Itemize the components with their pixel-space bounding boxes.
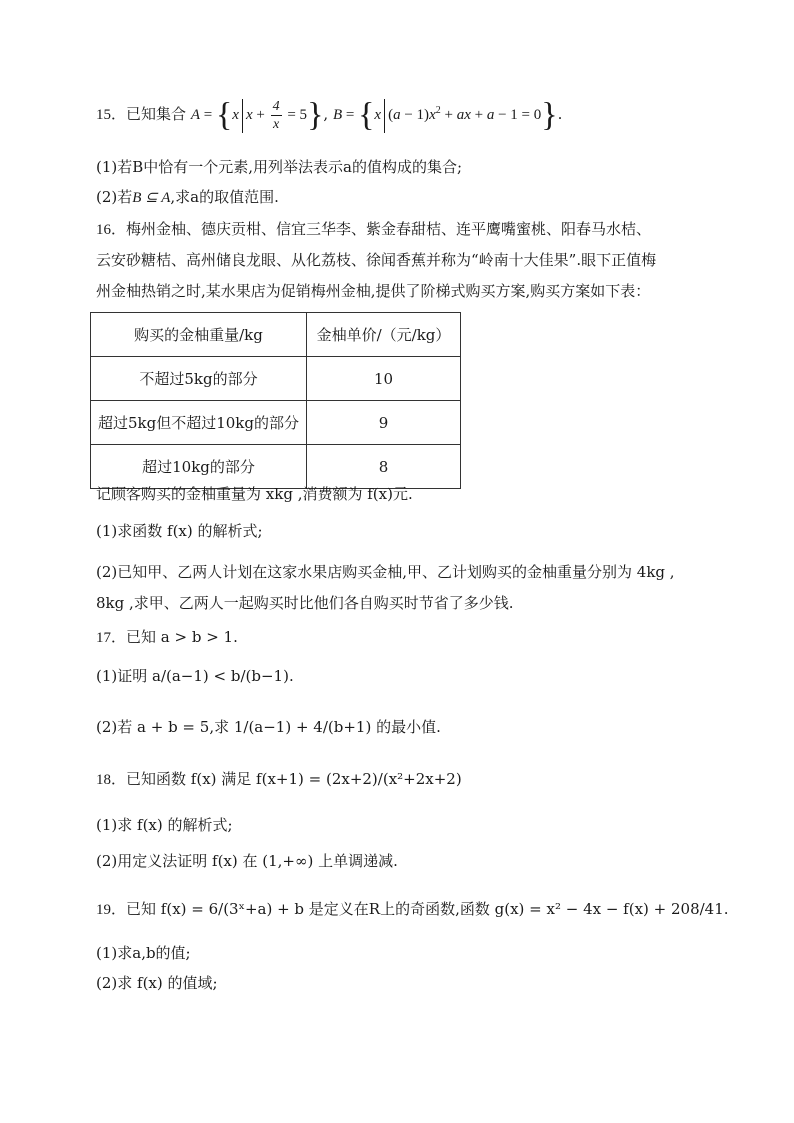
- q17-number: 17．: [96, 630, 127, 646]
- q16-line3: 州金柚热销之时,某水果店为促销梅州金柚,提供了阶梯式购买方案,购买方案如下表：: [96, 282, 651, 300]
- table-cell: 9: [307, 401, 461, 445]
- q15-number: 15．: [96, 106, 127, 123]
- table-row: [91, 401, 461, 445]
- q15-set-b: B = {x $(a - 1)x^2$ + ax + a − 1 = 0}: [332, 96, 558, 134]
- q19-stem: [96, 898, 729, 921]
- q17-part2: (2)若 a + b = 5,求 1/(a−1) + 4/(b+1) 的最小值.: [96, 718, 441, 736]
- q19-stem-text: 已知 f(x) = 6/(3ˣ+a) + b 是定义在R上的奇函数,函数 g(x) = x² − 4x − f(x) + 208/41.: [126, 900, 729, 918]
- table-header-weight: 购买的金柚重量/kg: [91, 313, 307, 357]
- table-header-row: [91, 313, 461, 357]
- q16-number: 16．: [96, 222, 127, 238]
- q15-part2: [96, 186, 279, 209]
- table-header-price: 金柚单价/（元/kg）: [307, 313, 461, 357]
- price-table: [90, 312, 461, 489]
- q15-part2-prefix: (2)若: [96, 188, 133, 206]
- table-row: [91, 445, 461, 489]
- q16-line1: [96, 218, 651, 241]
- q18-part2: (2)用定义法证明 f(x) 在 (1,+∞) 上单调递减.: [96, 852, 398, 870]
- q17-stem: [96, 626, 238, 649]
- q18-stem: [96, 768, 462, 791]
- q15-part2-math: B ⊆ A: [132, 190, 171, 206]
- q18-number: 18．: [96, 772, 127, 788]
- q18-part1: (1)求 f(x) 的解析式;: [96, 816, 233, 834]
- table-cell: 8: [307, 445, 461, 489]
- q15-part2-suffix: ,求a的取值范围.: [170, 188, 279, 206]
- table-cell: 超过5kg但不超过10kg的部分: [91, 401, 307, 445]
- q18-stem-text: 已知函数 f(x) 满足 f(x+1) = (2x+2)/(x²+2x+2): [126, 770, 462, 788]
- q15-set-a: A = {x x + $\frac{4}{x}$ = 5}: [190, 96, 324, 134]
- q15-part1: (1)若B中恰有一个元素,用列举法表示a的值构成的集合;: [96, 158, 463, 176]
- table-cell: 不超过5kg的部分: [91, 357, 307, 401]
- q16-part2-line1: (2)已知甲、乙两人计划在这家水果店购买金柚,甲、乙计划购买的金柚重量分别为 4kg ,: [96, 563, 675, 581]
- q19-number: 19．: [96, 902, 127, 918]
- q19-part2: (2)求 f(x) 的值域;: [96, 974, 218, 992]
- table-cell: 超过10kg的部分: [91, 445, 307, 489]
- q15-stem: 15．已知集合 A = {x x + $\frac{4}{x}$ = 5}, B = {x $(a - 1)x^2$ + ax + a − 1 = 0}.: [96, 96, 563, 134]
- q17-part1: (1)证明 a/(a−1) < b/(b−1).: [96, 667, 294, 685]
- q16-part2-line2: 8kg ,求甲、乙两人一起购买时比他们各自购买时节省了多少钱.: [96, 594, 514, 612]
- q16-line2: 云安砂糖桔、高州储良龙眼、从化荔枝、徐闻香蕉并称为“岭南十大佳果”.眼下正值梅: [96, 251, 657, 269]
- table-row: [91, 357, 461, 401]
- table-cell: 10: [307, 357, 461, 401]
- q17-stem-text: 已知 a > b > 1.: [126, 628, 238, 646]
- q16-after-table: 记顾客购买的金柚重量为 xkg ,消费额为 f(x)元.: [96, 485, 413, 503]
- q16-line1-text: 梅州金柚、德庆贡柑、信宜三华李、紫金春甜桔、连平鹰嘴蜜桃、阳春马水桔、: [126, 220, 652, 238]
- q19-part1: (1)求a,b的值;: [96, 944, 191, 962]
- q15-stem-prefix: 已知集合: [126, 104, 187, 123]
- q16-part1: (1)求函数 f(x) 的解析式;: [96, 522, 263, 540]
